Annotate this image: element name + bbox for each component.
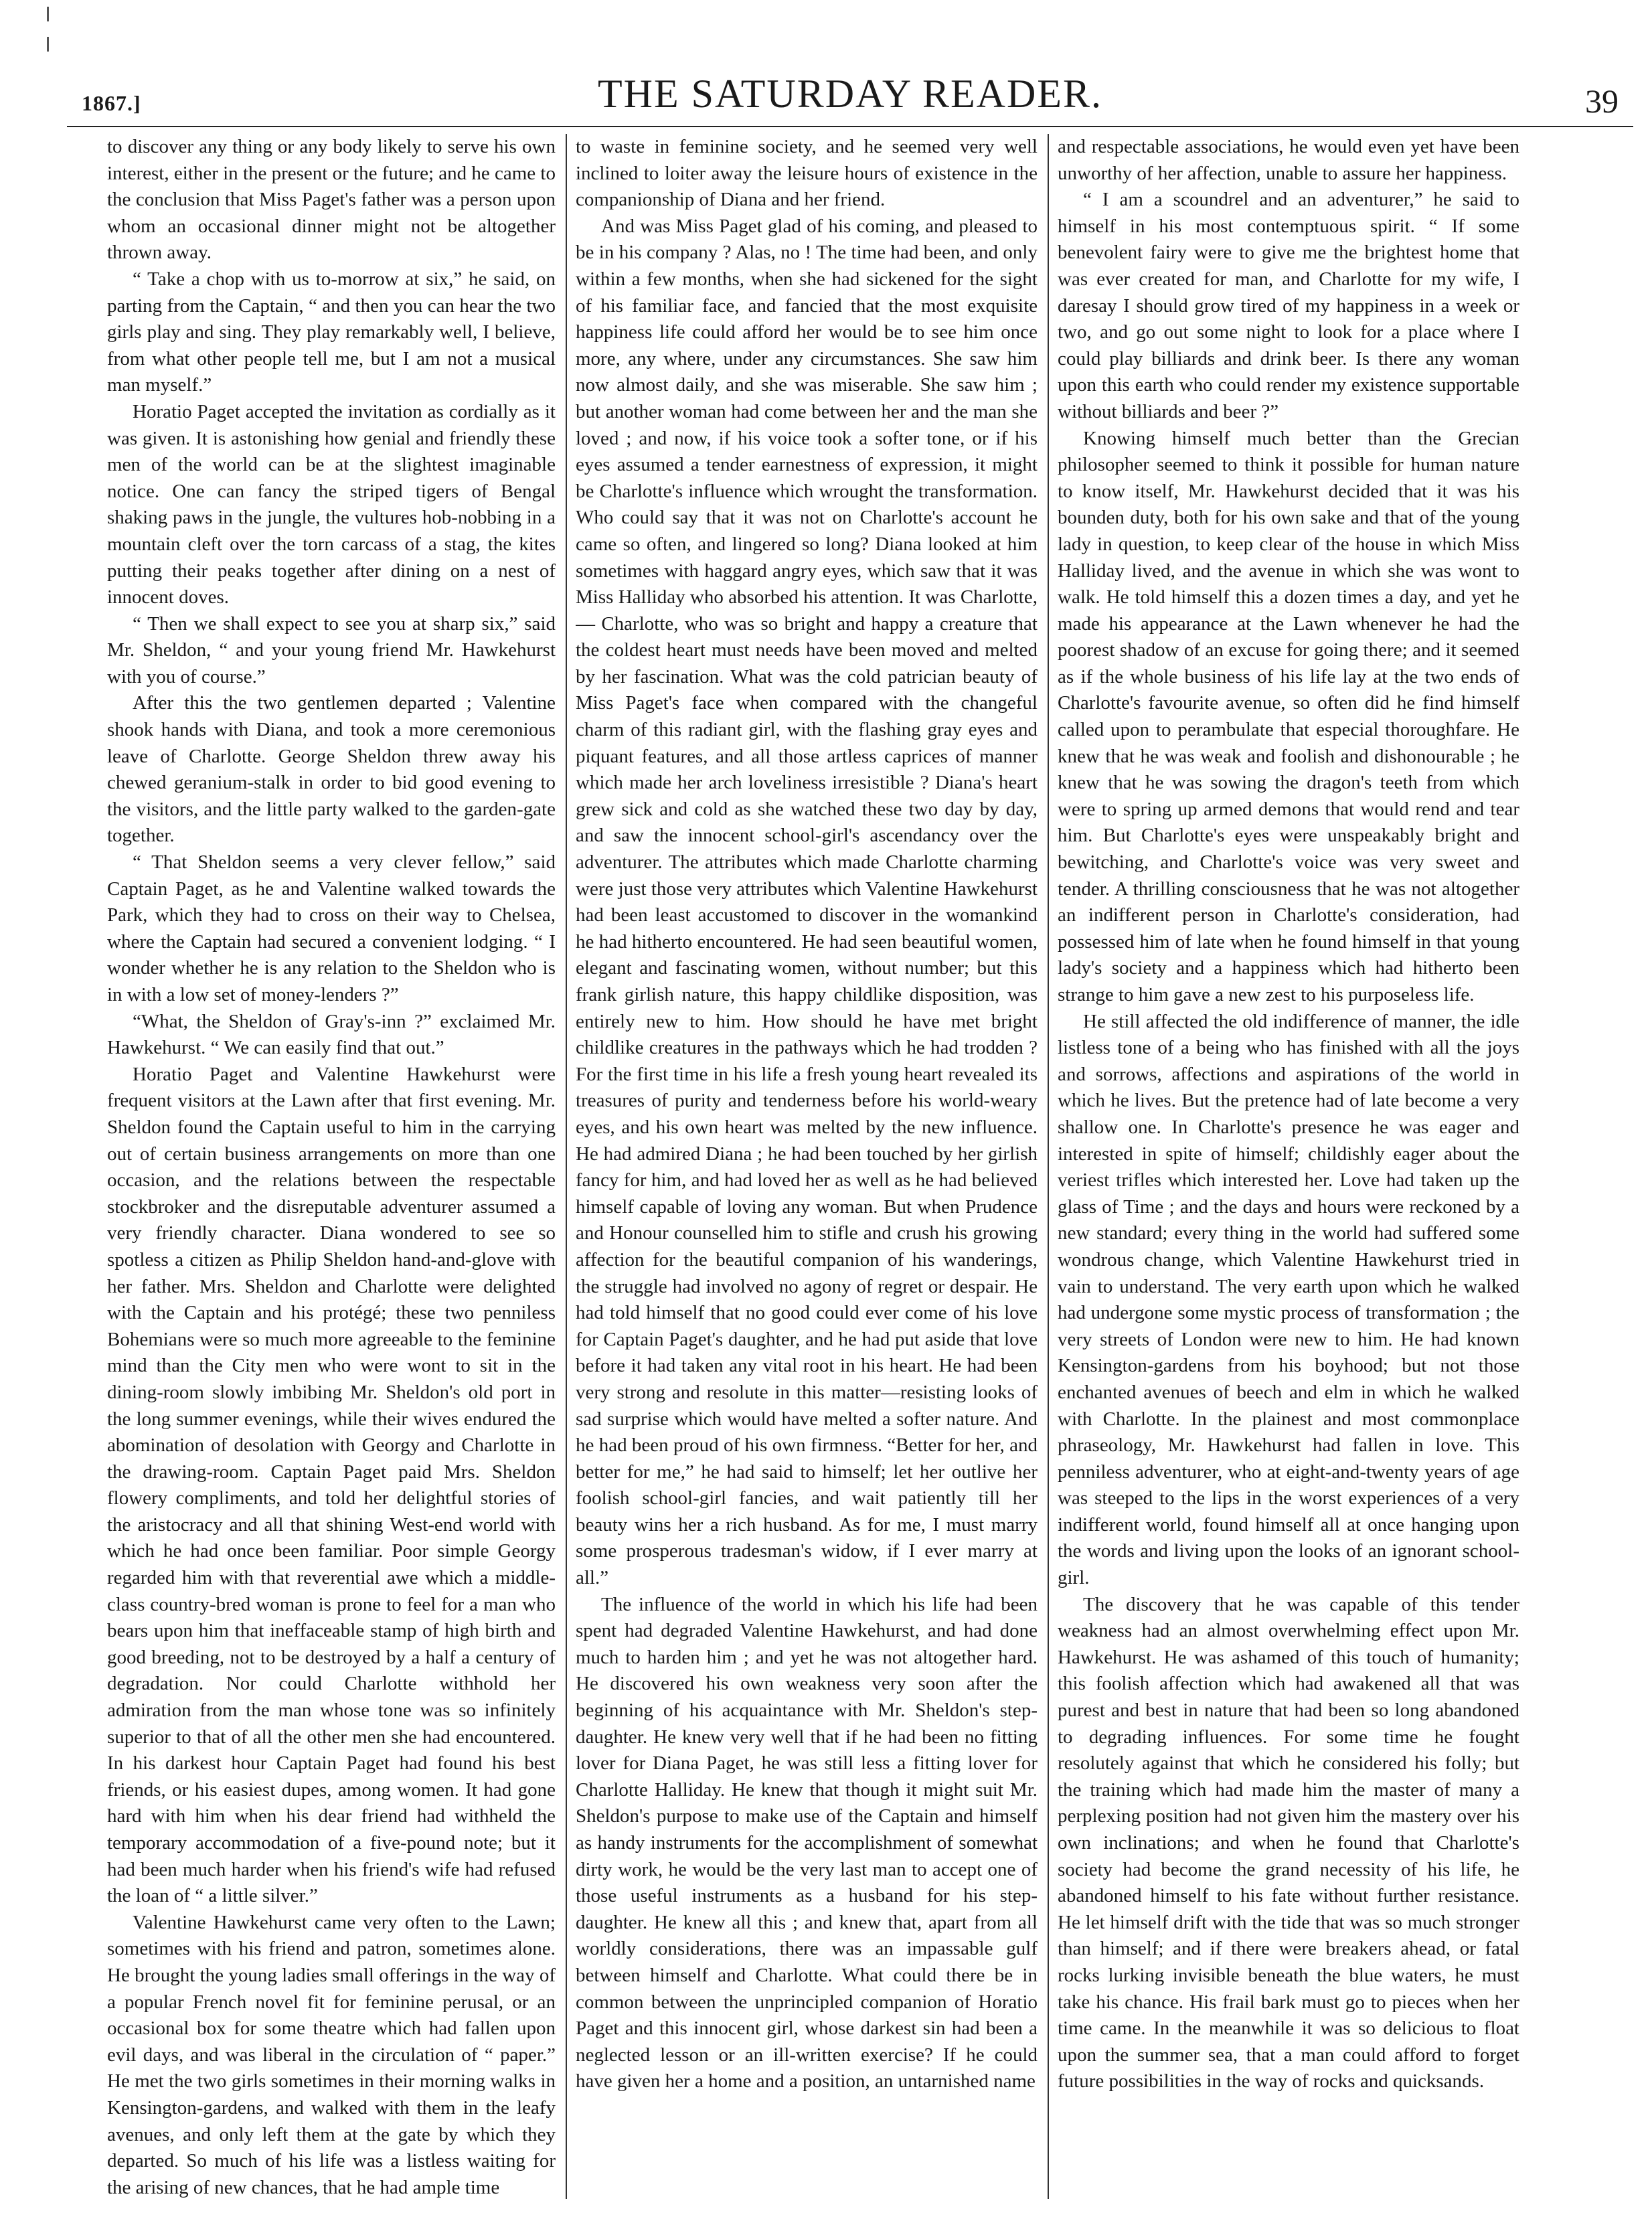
text-column-1 — [107, 134, 556, 2199]
paragraph: Horatio Paget accepted the invitation as cordially as it was given. It is astonishing how genial and friendly these men of the world can be at the slightest imaginable notice. One can fancy the striped tigers of Bengal shaking paws in the jungle, the vultures hob-nobbing in a mountain cleft over the torn carcass of a stag, the kites putting their peaks together after dining on a nest of innocent doves. — [107, 400, 556, 608]
paragraph: The influence of the world in which his life had been spent had degraded Valentine Hawkehurst, and had done much to harden him ; and yet he was not altogether hard. He discovered his own weakness very soon after the beginning of his acquaintance with Mr. Sheldon's step-daughter. He knew very well that if he had been no fitting lover for Diana Paget, he was still less a fitting lover for Charlotte Halliday. He knew that though it might suit Mr. Sheldon's purpose to make use of the Captain and himself as handy instruments for the accomplishment of somewhat dirty work, he would be the very last man to accept one of those useful instruments as a husband for his step-daughter. He knew all this ; and knew that, apart from all worldly considerations, there was an impassable gulf between himself and Charlotte. What could there be in common between the unprincipled companion of Horatio Paget and this innocent girl, whose darkest sin had been a neglected lesson or an ill-written exercise? If he could have given her a home and a position, an untarnished name — [576, 1593, 1038, 2092]
masthead-title: THE SATURDAY READER. — [598, 72, 1102, 116]
paragraph: Knowing himself much better than the Grecian philosopher seemed to think it possible for human nature to know itself, Mr. Hawkehurst decided that it was his bounden duty, both for his own sake and that of the young lady in question, to keep clear of the house in which Miss Halliday lived, and the avenue in which she was wont to walk. He told himself this a dozen times a day, and yet he made his appearance at the Lawn whenever he had the poorest shadow of an excuse for going there; and it seemed as if the whole business of his life lay at the two ends of Charlotte's favourite avenue, so often did he find himself called upon to perambulate that especial thoroughfare. He knew that he was weak and foolish and dishonourable ; he knew that he was sowing the dragon's teeth from which were to spring up armed demons that would rend and tear him. But Charlotte's eyes were unspeakably bright and bewitching, and Charlotte's voice was very sweet and tender. A thrilling consciousness that he was not altogether an indifferent person in Charlotte's consideration, had possessed him of late when he found himself in that young lady's society and a happiness which had hitherto been strange to him gave a new zest to his purposeless life. — [1058, 427, 1519, 1005]
paragraph: Valentine Hawkehurst came very often to the Lawn; sometimes with his friend and patron, sometimes alone. He brought the young ladies small offerings in the way of a popular French novel fit for feminine perusal, or an occasional box for some theatre which had fallen upon evil days, and was liberal in the circulation of “ paper.” He met the two girls sometimes in their morning walks in Kensington-gardens, and walked with them in the leafy avenues, and only left them at the gate by which they departed. So much of his life was a listless waiting for the arising of new chances, that he had ample time — [107, 1911, 556, 2198]
text-column-2 — [576, 134, 1038, 2199]
page-header — [74, 62, 1627, 120]
page-number: 39 — [1585, 82, 1619, 120]
paragraph: to discover any thing or any body likely to serve his own interest, either in the present or the future; and he came to the conclusion that Miss Paget's father was a person upon whom an occasional dinner might not be altogether thrown away. — [107, 136, 556, 264]
text-column-3 — [1058, 134, 1519, 2199]
paragraph: He still affected the old indifference of manner, the idle listless tone of a being who has finished with all the joys and sorrows, affections and aspirations of the world in which he lives. But the pretence had of late become a very shallow one. In Charlotte's presence he was eager and interested in spite of himself; childishly eager about the veriest trifles which interested her. Love had taken up the glass of Time ; and the days and hours were reckoned by a new standard; every thing in the world had suffered some wondrous change, which Valentine Hawkehurst tried in vain to understand. The very earth upon which he walked had undergone some mystic process of transformation ; the very streets of London were new to him. He had known Kensington-gardens from his boyhood; but not those enchanted avenues of beech and elm in which he walked with Charlotte. In the plainest and most commonplace phraseology, Mr. Hawkehurst had fallen in love. This penniless adventurer, who at eight-and-twenty years of age was steeped to the lips in the worst experiences of a very indifferent world, found himself all at once hanging upon the words and living upon the looks of an ignorant school-girl. — [1058, 1010, 1519, 1589]
column-divider — [1048, 134, 1049, 2199]
column-divider — [566, 134, 567, 2199]
paragraph: to waste in feminine society, and he seemed very well inclined to loiter away the leisure hours of existence in the companionship of Diana and her friend. — [576, 136, 1038, 211]
header-year: 1867.] — [82, 91, 141, 115]
paragraph: and respectable associations, he would even yet have been unworthy of her affection, unable to assure her happiness. — [1058, 136, 1519, 184]
paragraph: After this the two gentlemen departed ; Valentine shook hands with Diana, and took a more ceremonious leave of Charlotte. George Sheldon threw away his chewed geranium-stalk in order to bid good evening to the visitors, and the little party walked to the garden-gate together. — [107, 692, 556, 847]
paragraph: “What, the Sheldon of Gray's-inn ?” exclaimed Mr. Hawkehurst. “ We can easily find that out.” — [107, 1010, 556, 1059]
paragraph: “ Take a chop with us to-morrow at six,” he said, on parting from the Captain, “ and then you can hear the two girls play and sing. They play remarkably well, I believe, from what other people tell me, but I am not a musical man myself.” — [107, 268, 556, 396]
paragraph: “ I am a scoundrel and an adventurer,” he said to himself in his most contemptuous spirit. “ If some benevolent fairy were to give me the brightest home that was ever created for man, and Charlotte for my wife, I daresay I should grow tired of my happiness in a week or two, and go out some night to look for a place where I could play billiards and drink beer. Is there any woman upon this earth who could render my existence supportable without billiards and beer ?” — [1058, 189, 1519, 422]
margin-mark — [47, 37, 49, 52]
paragraph: And was Miss Paget glad of his coming, and pleased to be in his company ? Alas, no ! The time had been, and only within a few months, when she had sickened for the sight of his familiar face, and fancied that the most exquisite happiness life could afford her would be to see him once more, any where, under any circumstances. She saw him now almost daily, and she was miserable. She saw him ; but another woman had come between her and the man she loved ; and now, if his voice took a softer tone, or if his eyes assumed a tender earnestness of expression, it might be Charlotte's influence which wrought the transformation. Who could say that it was not on Charlotte's account he came so often, and lingered so long? Diana looked at him sometimes with haggard angry eyes, which saw that it was Miss Halliday who absorbed his attention. It was Charlotte,— Charlotte, who was so bright and happy a creature that the coldest heart must needs have been moved and melted by her fascination. What was the cold patrician beauty of Miss Paget's face when compared with the changeful charm of this radiant girl, with the flashing gray eyes and piquant features, and all those artless caprices of manner which made her arch loveliness irresistible ? Diana's heart grew sick and cold as she watched these two day by day, and saw the innocent school-girl's ascendancy over the adventurer. The attributes which made Charlotte charming were just those very attributes which Valentine Hawkehurst had been least accustomed to discover in the womankind he had hitherto encountered. He had seen beautiful women, elegant and fascinating women, without number; but this frank girlish nature, this happy childlike disposition, was entirely new to him. How should he have met bright childlike creatures in the pathways which he had trodden ? For the first time in his life a fresh young heart revealed its treasures of purity and tenderness before his world-weary eyes, and his own heart was melted by the new influence. He had admired Diana ; he had been touched by her girlish fancy for him, and had loved her as well as he had believed himself capable of loving any woman. But when Prudence and Honour counselled him to stifle and crush his growing affection for the beautiful companion of his wanderings, the struggle had involved no agony of regret or despair. He had told himself that no good could ever come of his love for Captain Paget's daughter, and he had put aside that love before it had taken any vital root in his heart. He had been very strong and resolute in this matter—resisting looks of sad surprise which would have melted a softer nature. And he had been proud of his own firmness. “Better for her, and better for me,” he had said to himself; let her outlive her foolish school-girl fancies, and wait patiently till her beauty wins her a rich husband. As for me, I must marry some prosperous tradesman's widow, if I ever marry at all.” — [576, 215, 1038, 1589]
header-rule — [67, 126, 1633, 127]
paragraph: The discovery that he was capable of this tender weakness had an almost overwhelming effect upon Mr. Hawkehurst. He was ashamed of this touch of humanity; this foolish affection which had awakened all that was purest and best in nature that had been so long abandoned to degrading influences. For some time he fought resolutely against that which he considered his folly; but the training which had made him the master of many a perplexing position had not given him the mastery over his own inclinations; and when he found that Charlotte's society had become the grand necessity of his life, he abandoned himself to his fate without further resistance. He let himself drift with the tide that was so much stronger than himself; and if there were breakers ahead, or fatal rocks lurking invisible beneath the blue waters, he must take his chance. His frail bark must go to pieces when her time came. In the meanwhile it was so delicious to float upon the summer sea, that a man could afford to forget future possibilities in the way of rocks and quicksands. — [1058, 1593, 1519, 2092]
margin-mark — [47, 7, 49, 21]
paragraph: “ Then we shall expect to see you at sharp six,” said Mr. Sheldon, “ and your young friend Mr. Hawkehurst with you of course.” — [107, 612, 556, 687]
paragraph: Horatio Paget and Valentine Hawkehurst were frequent visitors at the Lawn after that first evening. Mr. Sheldon found the Captain useful to him in the carrying out of certain business arrangements on more than one occasion, and the relations between the respectable stockbroker and the disreputable adventurer assumed a very friendly character. Diana wondered to see so spotless a citizen as Philip Sheldon hand-and-glove with her father. Mrs. Sheldon and Charlotte were delighted with the Captain and his protégé; these two penniless Bohemians were so much more agreeable to the feminine mind than the City men who were wont to sit in the dining-room slowly imbibing Mr. Sheldon's old port in the long summer evenings, while their wives endured the abomination of desolation with Georgy and Charlotte in the drawing-room. Captain Paget paid Mrs. Sheldon flowery compliments, and told her delightful stories of the aristocracy and all that shining West-end world with which he had once been familiar. Poor simple Georgy regarded him with that reverential awe which a middle-class country-bred woman is prone to feel for a man who bears upon him that ineffaceable stamp of high birth and good breeding, not to be destroyed by a half a century of degradation. Nor could Charlotte withhold her admiration from the man whose tone was so infinitely superior to that of all the other men she had encountered. In his darkest hour Captain Paget had found his best friends, or his easiest dupes, among women. It had gone hard with him when his dear friend had withheld the temporary accommodation of a five-pound note; but it had been much harder when his friend's wife had refused the loan of “ a little silver.” — [107, 1063, 556, 1907]
paragraph: “ That Sheldon seems a very clever fellow,” said Captain Paget, as he and Valentine walked towards the Park, which they had to cross on their way to Chelsea, where the Captain had secured a convenient lodging. “ I wonder whether he is any relation to the Sheldon who is in with a low set of money-lenders ?” — [107, 851, 556, 1005]
